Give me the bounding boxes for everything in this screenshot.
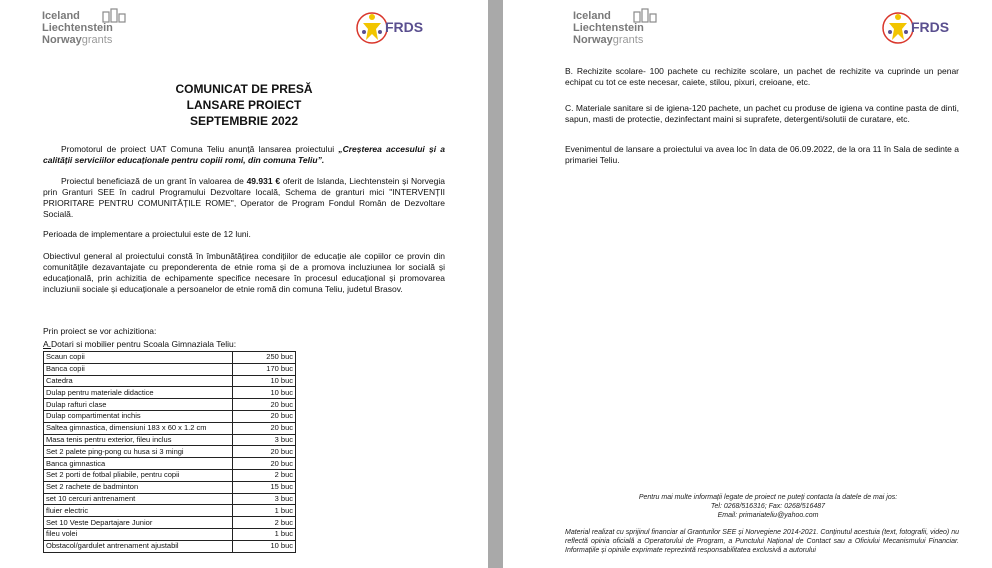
acquisitions-intro: Prin proiect se vor achizitiona: — [43, 326, 157, 336]
item-name: Set 10 Veste Departajare Junior — [44, 517, 233, 529]
item-quantity: 20 buc — [233, 399, 296, 411]
contact-block — [603, 493, 933, 520]
title-line-3: SEPTEMBRIE 2022 — [189, 114, 299, 128]
item-name: Set 2 rachete de badminton — [44, 481, 233, 493]
title-line-2: LANSARE PROIECT — [186, 98, 302, 112]
item-name: Saltea gimnastica, dimensiuni 183 x 60 x 1.2 cm — [44, 422, 233, 434]
objective-paragraph: Obiectivul general al proiectului constă în îmbunătățirea condițiilor de educație ale copiilor ce provin din comunitățile dezavantajate cu preponderenta de etnie roma și de a promova incluziunea lor socială și educațională, prin achizitia de echipamente specifice necesare în procesul educațional și promovarea incluziunii sociale și educaționale a persoanelor de etnie romă din comuna Teliu, judetul Brasov. — [43, 251, 445, 294]
launch-event-paragraph: Evenimentul de lansare a proiectului va avea loc în data de 06.09.2022, de la ora 11 în Sala de sedinte a primariei Teliu. — [565, 144, 959, 165]
document-page-2 — [503, 0, 992, 568]
table-row — [44, 434, 296, 446]
eea-flags-icon — [633, 8, 659, 24]
table-row — [44, 410, 296, 422]
eea-grants-logo — [42, 10, 113, 46]
section-a-letter: A. — [43, 339, 52, 349]
frds-people-icon — [355, 8, 389, 48]
table-row — [44, 422, 296, 434]
table-row — [44, 375, 296, 387]
logo-line-norway: Norway — [42, 34, 82, 46]
equipment-table — [43, 351, 296, 553]
item-quantity: 20 buc — [233, 422, 296, 434]
item-quantity: 1 buc — [233, 528, 296, 540]
item-quantity: 10 buc — [233, 387, 296, 399]
item-quantity: 10 buc — [233, 375, 296, 387]
table-row — [44, 493, 296, 505]
grant-amount: 49.931 € — [246, 176, 281, 186]
item-quantity: 1 buc — [233, 505, 296, 517]
frds-people-icon — [881, 8, 915, 48]
table-row — [44, 469, 296, 481]
grant-paragraph: Proiectul beneficiază de un grant în valoarea de 49.931 € oferit de Islanda, Liechtenstein și Norvegia prin Granturi SEE în cadrul Programului Dezvoltare locală, Schema de granturi mici "INTERVENȚII PRIORITARE PENTRU COMUNITĂȚILE ROME", Operator de Program Fondul Român de Dezvoltare Socială. — [43, 176, 445, 219]
table-row — [44, 517, 296, 529]
item-name: Banca copii — [44, 363, 233, 375]
intro-paragraph: Promotorul de proiect UAT Comuna Teliu anunță lansarea proiectului „Creșterea accesului și a calității serviciilor educaționale pentru copiii romi, din comuna Teliu”. — [43, 144, 445, 165]
title-line-1: COMUNICAT DE PRESĂ — [175, 82, 313, 96]
item-quantity: 170 buc — [233, 363, 296, 375]
contact-email: Email: primariateliu@yahoo.com — [717, 512, 819, 519]
logo-line-iceland: Iceland — [42, 10, 80, 22]
item-name: fileu volei — [44, 528, 233, 540]
item-name: Dulap pentru materiale didactice — [44, 387, 233, 399]
item-quantity: 15 buc — [233, 481, 296, 493]
frds-logo — [355, 8, 425, 48]
contact-intro: Pentru mai multe informații legate de proiect ne puteți contacta la datele de mai jos: — [638, 494, 898, 501]
item-name: Scaun copii — [44, 352, 233, 364]
table-row — [44, 540, 296, 552]
section-c-paragraph: C. Materiale sanitare si de igiena-120 pachete, un pachet cu produse de igiena va contine pasta de dinti, sapun, masti de protectie, dezinfectant maini si suprafete, detergenti/solutii de curatare, etc. — [565, 103, 959, 124]
eea-grants-logo-2: Iceland Liechtenstein Norwaygrants — [573, 10, 644, 46]
item-quantity: 20 buc — [233, 446, 296, 458]
item-name: Catedra — [44, 375, 233, 387]
table-row — [44, 481, 296, 493]
item-name: Dulap rafturi clase — [44, 399, 233, 411]
table-row — [44, 458, 296, 470]
funding-disclaimer: Material realizat cu sprijinul financiar al Granturilor SEE și Norvegiene 2014-2021. Conținutul acestuia (text, fotografii, video) nu reflectă opinia oficială a Operatorului de Program, a Punctului Național de Contact sau a Oficiului Mecanismului Financiar. Informațiile și opiniile exprimate reprezintă responsabilitatea exclusivă a autorului — [565, 529, 959, 554]
press-release-title — [0, 81, 488, 129]
contact-phone-fax: Tel: 0268/516316; Fax: 0268/516487 — [710, 503, 826, 510]
item-quantity: 3 buc — [233, 493, 296, 505]
document-page-1 — [0, 0, 488, 568]
eea-flags-icon — [102, 8, 128, 24]
table-row — [44, 446, 296, 458]
item-name: Banca gimnastica — [44, 458, 233, 470]
logo-line-liechtenstein: Liechtenstein — [42, 22, 113, 34]
implementation-period: Perioada de implementare a proiectului este de 12 luni. — [43, 229, 251, 239]
item-name: Masa tenis pentru exterior, fileu inclus — [44, 434, 233, 446]
table-row — [44, 387, 296, 399]
item-name: Obstacol/gardulet antrenament ajustabil — [44, 540, 233, 552]
frds-logo-text: FRDS — [385, 19, 424, 35]
table-row — [44, 352, 296, 364]
section-b-paragraph: B. Rechizite scolare- 100 pachete cu rechizite scolare, un pachet de rechizite va cuprinde un penar echipat cu tot ce este necesar, caiete, stilou, pixuri, creioane, etc. — [565, 66, 959, 87]
item-quantity: 20 buc — [233, 410, 296, 422]
item-name: Set 2 porti de fotbal pliabile, pentru copii — [44, 469, 233, 481]
section-c-letter: C. — [565, 103, 574, 113]
section-b-letter: B. — [565, 66, 574, 76]
item-quantity: 2 buc — [233, 469, 296, 481]
item-quantity: 20 buc — [233, 458, 296, 470]
logo-line-grants: grants — [81, 34, 113, 46]
table-row — [44, 399, 296, 411]
item-quantity: 10 buc — [233, 540, 296, 552]
item-quantity: 2 buc — [233, 517, 296, 529]
item-name: fluier electric — [44, 505, 233, 517]
item-name: set 10 cercuri antrenament — [44, 493, 233, 505]
item-quantity: 250 buc — [233, 352, 296, 364]
table-row — [44, 528, 296, 540]
item-name: Set 2 palete ping-pong cu husa si 3 mingi — [44, 446, 233, 458]
frds-logo-2: FRDS — [881, 8, 951, 48]
section-a-heading: A.Dotari si mobilier pentru Scoala Gimnaziala Teliu: — [43, 339, 237, 349]
table-row — [44, 363, 296, 375]
item-name: Dulap compartimentat inchis — [44, 410, 233, 422]
item-quantity: 3 buc — [233, 434, 296, 446]
table-row — [44, 505, 296, 517]
project-name: „Creșterea accesului și a calității serviciilor educaționale pentru copiii romi, din comuna Teliu”. — [43, 144, 445, 165]
